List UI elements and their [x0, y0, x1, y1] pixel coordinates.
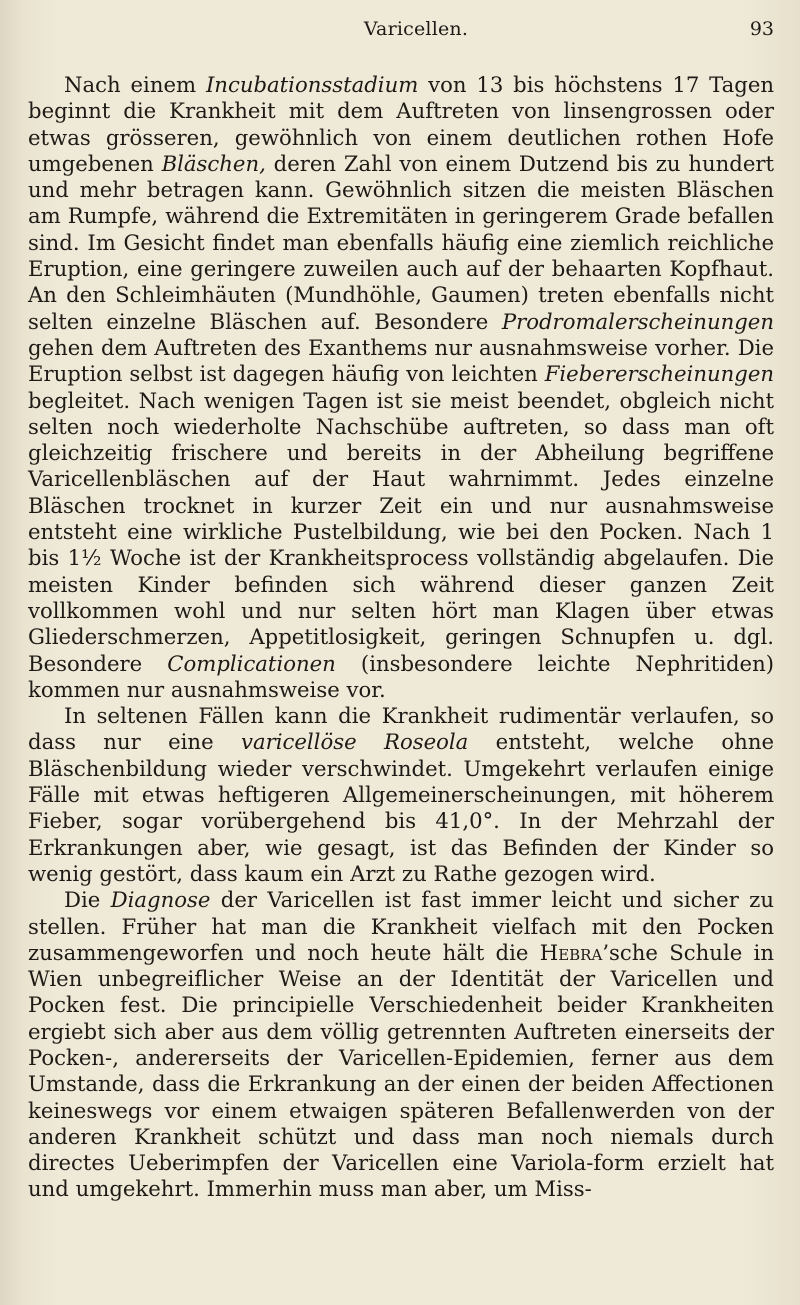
text-run: ’sche Schule in Wien unbegreiflicher Weise an der Identität der Varicellen und Pocken fest. Die principielle Verschiedenheit beider Krankheiten ergiebt sich aber aus dem völlig getrennten Auftreten einerseits der Pocken-, andererseits der Varicellen-Epidemien, ferner aus dem Umstande, dass die Erkrankung an der einen der beiden Affectionen keineswegs vor einem etwaigen späteren Befallenwerden von der anderen Krankheit schützt und dass man noch niemals durch directes Ueberimpfen der Varicellen eine Variola-form erzielt hat und umgekehrt. Immerhin muss man aber, um Miss-: [28, 939, 774, 1202]
text-run: In seltenen Fällen kann die Krankheit rudimentär verlaufen, so dass nur eine: [28, 703, 774, 755]
text-run: der Varicellen ist fast immer leicht und sicher zu stellen. Früher hat man die Krankheit vielfach mit den Pocken zusammengeworfen und noch heute hält die: [28, 887, 774, 965]
italic-term: Fiebererscheinungen: [544, 361, 774, 387]
paragraph-diagnosis: [28, 887, 774, 1203]
text-run: gehen dem Auftreten des Exanthems nur ausnahmsweise vorher. Die Eruption selbst ist dagegen häufig von leichten: [28, 334, 774, 387]
page-body: [28, 72, 774, 1203]
text-run: Die: [64, 887, 111, 913]
italic-term: Diagnose: [110, 887, 211, 913]
text-run: entsteht, welche ohne Bläschenbildung wieder verschwindet. Umgekehrt verlaufen einige Fälle mit etwas heftigeren Allgemeinerscheinungen, mit höherem Fieber, sogar vorübergehend bis 41,0°. In der Mehrzahl der Erkrankungen aber, wie gesagt, ist das Befinden der Kinder so wenig gestört, dass kaum ein Arzt zu Rathe gezogen wird.: [28, 729, 775, 886]
italic-term: Incubationsstadium: [205, 72, 419, 97]
text-run: (insbesondere leichte Nephritiden) kommen nur ausnahmsweise vor.: [28, 650, 775, 702]
italic-term: Complicationen: [167, 650, 336, 676]
text-run: begleitet. Nach wenigen Tagen ist sie meist beendet, obgleich nicht selten noch wiederholte Nachschübe auftreten, so dass man oft gleichzeitig frischere und bereits in der Abheilung begriffene Varicellenbläschen auf der Haut wahrnimmt. Jedes einzelne Bläschen trocknet in kurzer Zeit ein und nur ausnahmsweise entsteht eine wirkliche Pustelbildung, wie bei den Pocken. Nach 1 bis 1½ Woche ist der Krankheitsprocess vollständig abgelaufen. Die meisten Kinder befinden sich während dieser ganzen Zeit vollkommen wohl und nur selten hört man Klagen über etwas Gliederschmerzen, Appetitlosigkeit, geringen Schnupfen u. dgl. Besondere: [28, 387, 774, 676]
text-run: Nach einem: [64, 72, 206, 97]
author-name: Hebra: [539, 939, 603, 965]
text-run: deren Zahl von einem Dutzend bis zu hundert und mehr betragen kann. Gewöhnlich sitzen die meisten Bläschen am Rumpfe, während die Extremitäten in geringerem Grade befallen sind. Im Gesicht findet man ebenfalls häufig eine ziemlich reichliche Eruption, eine geringere zuweilen auch auf der behaarten Kopfhaut. An den Schleimhäuten (Mundhöhle, Gaumen) treten ebenfalls nicht selten einzelne Bläschen auf. Besondere: [28, 150, 774, 334]
text-run: von 13 bis höchstens 17 Tagen beginnt die Krankheit mit dem Auftreten von linsengrossen oder etwas grösseren, gewöhnlich von einem deutlichen rothen Hofe umgebenen: [28, 72, 775, 176]
page-header: [58, 14, 774, 54]
paragraph-incubation: [28, 72, 774, 703]
running-title: Varicellen.: [363, 18, 469, 40]
italic-term: Prodromalerscheinungen: [501, 308, 774, 334]
page-number: 93: [749, 18, 774, 40]
italic-term: varicellöse Roseola: [240, 729, 469, 755]
italic-term: Bläschen,: [161, 150, 266, 176]
paragraph-rudimentary-course: [28, 703, 774, 887]
